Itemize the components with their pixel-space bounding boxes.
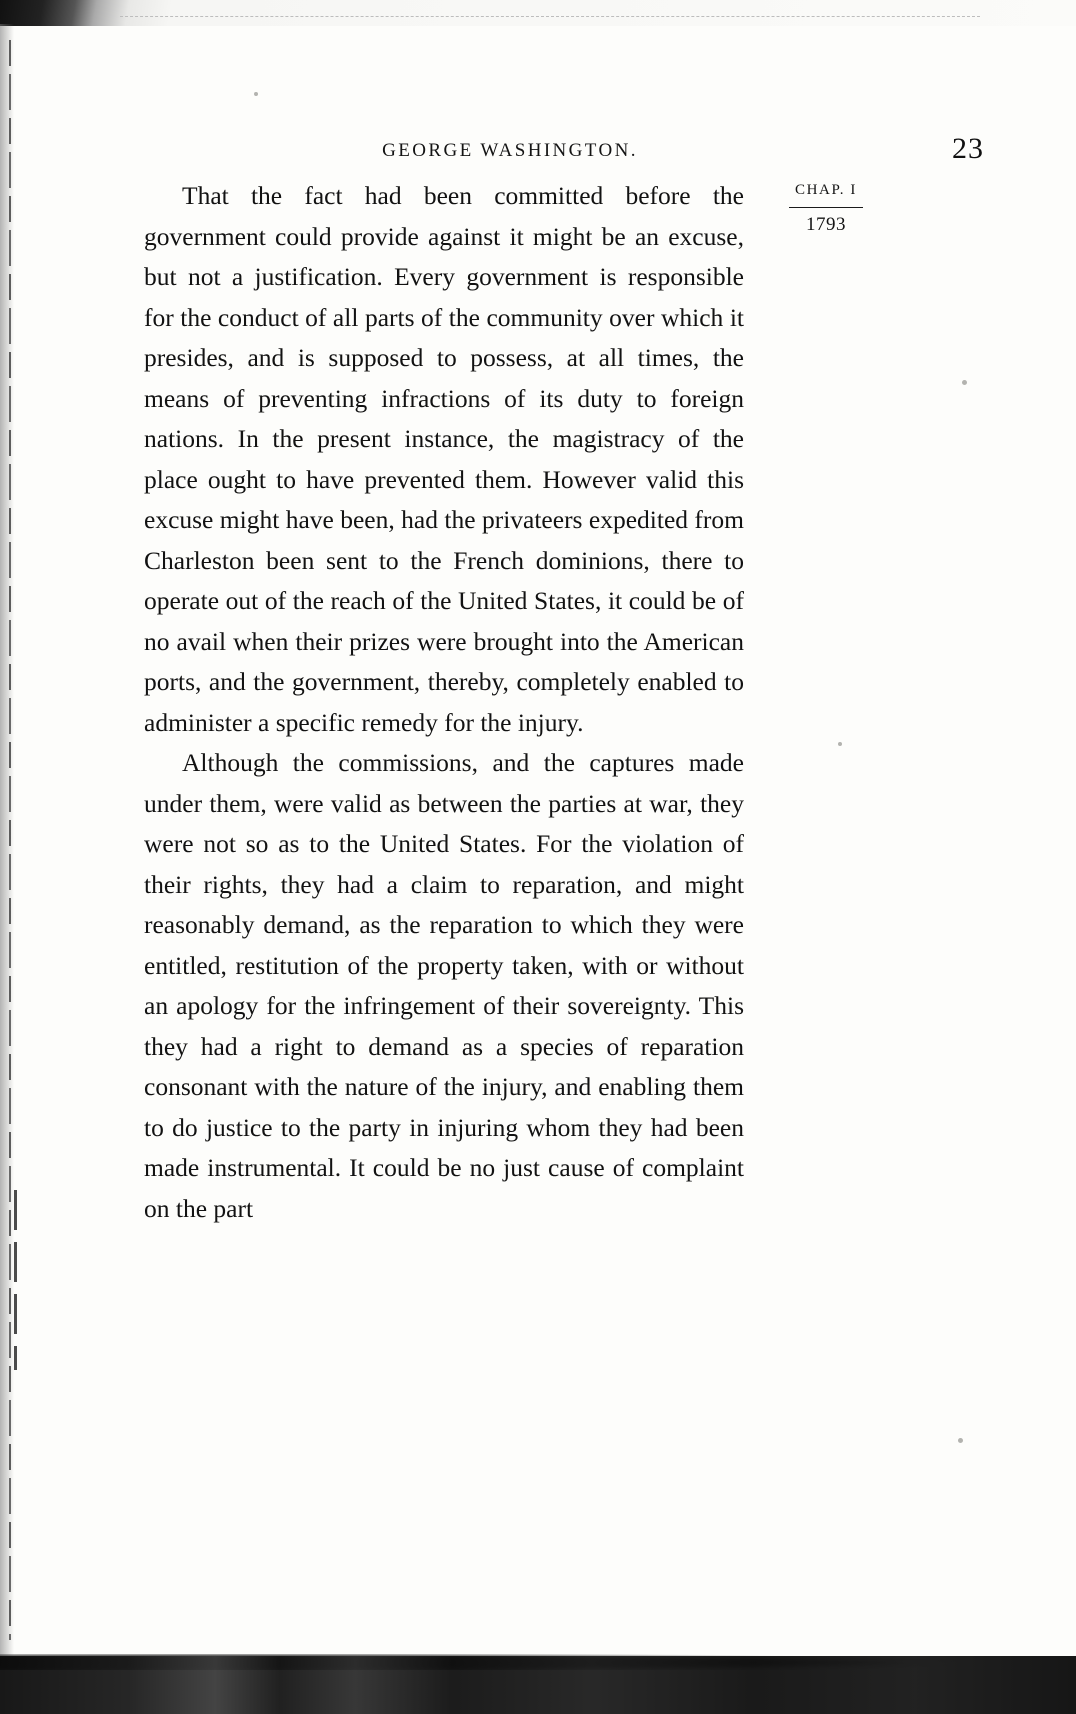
scan-gutter-marks-lower (14, 1190, 17, 1370)
margin-note (766, 182, 886, 236)
running-head: GEORGE WASHINGTON. (382, 140, 638, 161)
paragraph: That the fact had been committed before the government could provide against it might be an excuse, but not a justification. Every government is responsible for the conduct of all parts of the community over which it presides, and is supposed to possess, at all times, the means of preventing infractions of its duty to foreign nations. In the present instance, the magistracy of the place ought to have prevented them. However valid this excuse might have been, had the privateers expedited from Charleston been sent to the French dominions, there to operate out of the reach of the United States, it could be of no avail when their prizes were brought into the American ports, and the government, thereby, completely enabled to administer a specific remedy for the injury. (144, 181, 744, 737)
paragraph: Although the commissions, and the captures made under them, were valid as between the parties at war, they were not so as to the United States. For the violation of their rights, they had a claim to reparation, and might reasonably demand, as the reparation to which they were entitled, restitution of the property taken, with or without an apology for the infringement of their sovereignty. This they had a right to demand as a species of reparation consonant with the nature of the injury, and enabling them to do justice to the party in injuring whom they had been made instrumental. It could be no just cause of complaint on the part (144, 748, 744, 1223)
margin-chapter-label: CHAP. I (794, 182, 858, 198)
scan-left-shadow (0, 24, 30, 1664)
scan-bottom-edge-artifact (0, 1656, 1076, 1714)
scan-speck (962, 380, 967, 385)
body-text-column (144, 176, 744, 1229)
scan-speck (254, 92, 258, 96)
scan-gutter-marks (9, 40, 11, 1640)
scan-speck (958, 1438, 963, 1443)
margin-divider (789, 207, 863, 208)
page-number: 23 (952, 132, 984, 165)
margin-year-label: 1793 (806, 214, 846, 235)
scan-speck (838, 742, 842, 746)
scan-top-dashed-line (120, 16, 980, 18)
scan-top-edge-artifact (0, 0, 1076, 26)
